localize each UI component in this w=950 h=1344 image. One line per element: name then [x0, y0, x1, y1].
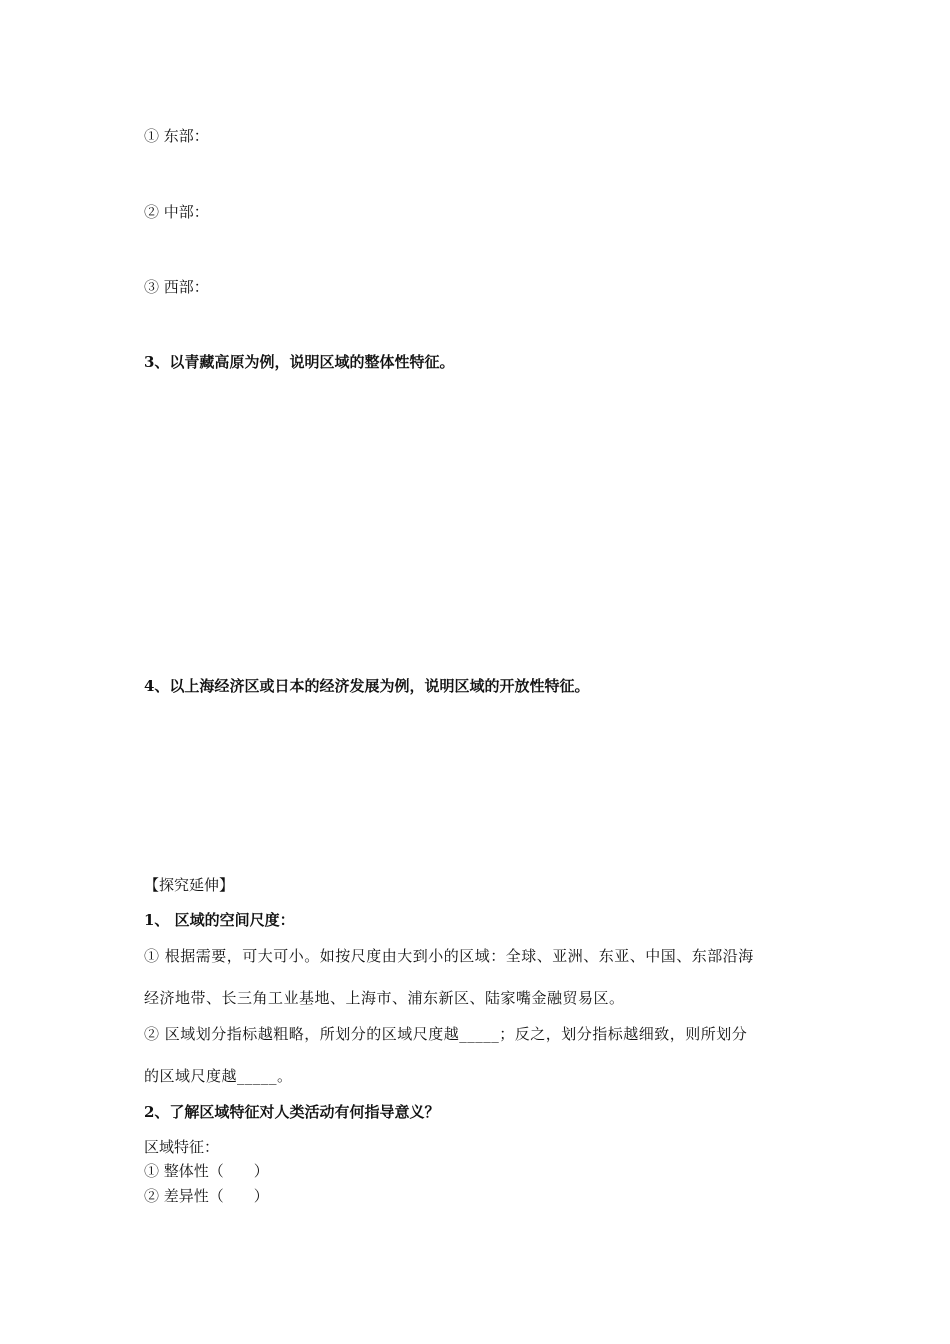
part-item-east: ① 东部： — [144, 127, 209, 145]
question-3: 3、以青藏高原为例，说明区域的整体性特征。 — [144, 353, 455, 371]
extension-question-1-line-2: 经济地带、长三角工业基地、上海市、浦东新区、陆家嘴金融贸易区。 — [144, 989, 625, 1007]
feature-item-difference: ② 差异性（ ） — [144, 1187, 269, 1205]
extension-header: 【探究延伸】 — [144, 876, 235, 894]
feature-item-integrity: ① 整体性（ ） — [144, 1162, 269, 1180]
extension-question-1-line-4: 的区域尺度越_____。 — [144, 1067, 293, 1085]
extension-question-2-title: 2、了解区域特征对人类活动有何指导意义？ — [144, 1103, 440, 1121]
question-4: 4、以上海经济区或日本的经济发展为例，说明区域的开放性特征。 — [144, 677, 590, 695]
part-item-central: ② 中部： — [144, 203, 209, 221]
part-item-west: ③ 西部： — [144, 278, 209, 296]
extension-question-1-title: 1、 区域的空间尺度： — [144, 911, 295, 929]
extension-question-1-line-3: ② 区域划分指标越粗略，所划分的区域尺度越_____；反之，划分指标越细致，则所划分 — [144, 1025, 748, 1043]
features-label: 区域特征： — [144, 1138, 220, 1156]
extension-question-1-line-1: ① 根据需要，可大可小。如按尺度由大到小的区域：全球、亚洲、东亚、中国、东部沿海 — [144, 947, 754, 965]
